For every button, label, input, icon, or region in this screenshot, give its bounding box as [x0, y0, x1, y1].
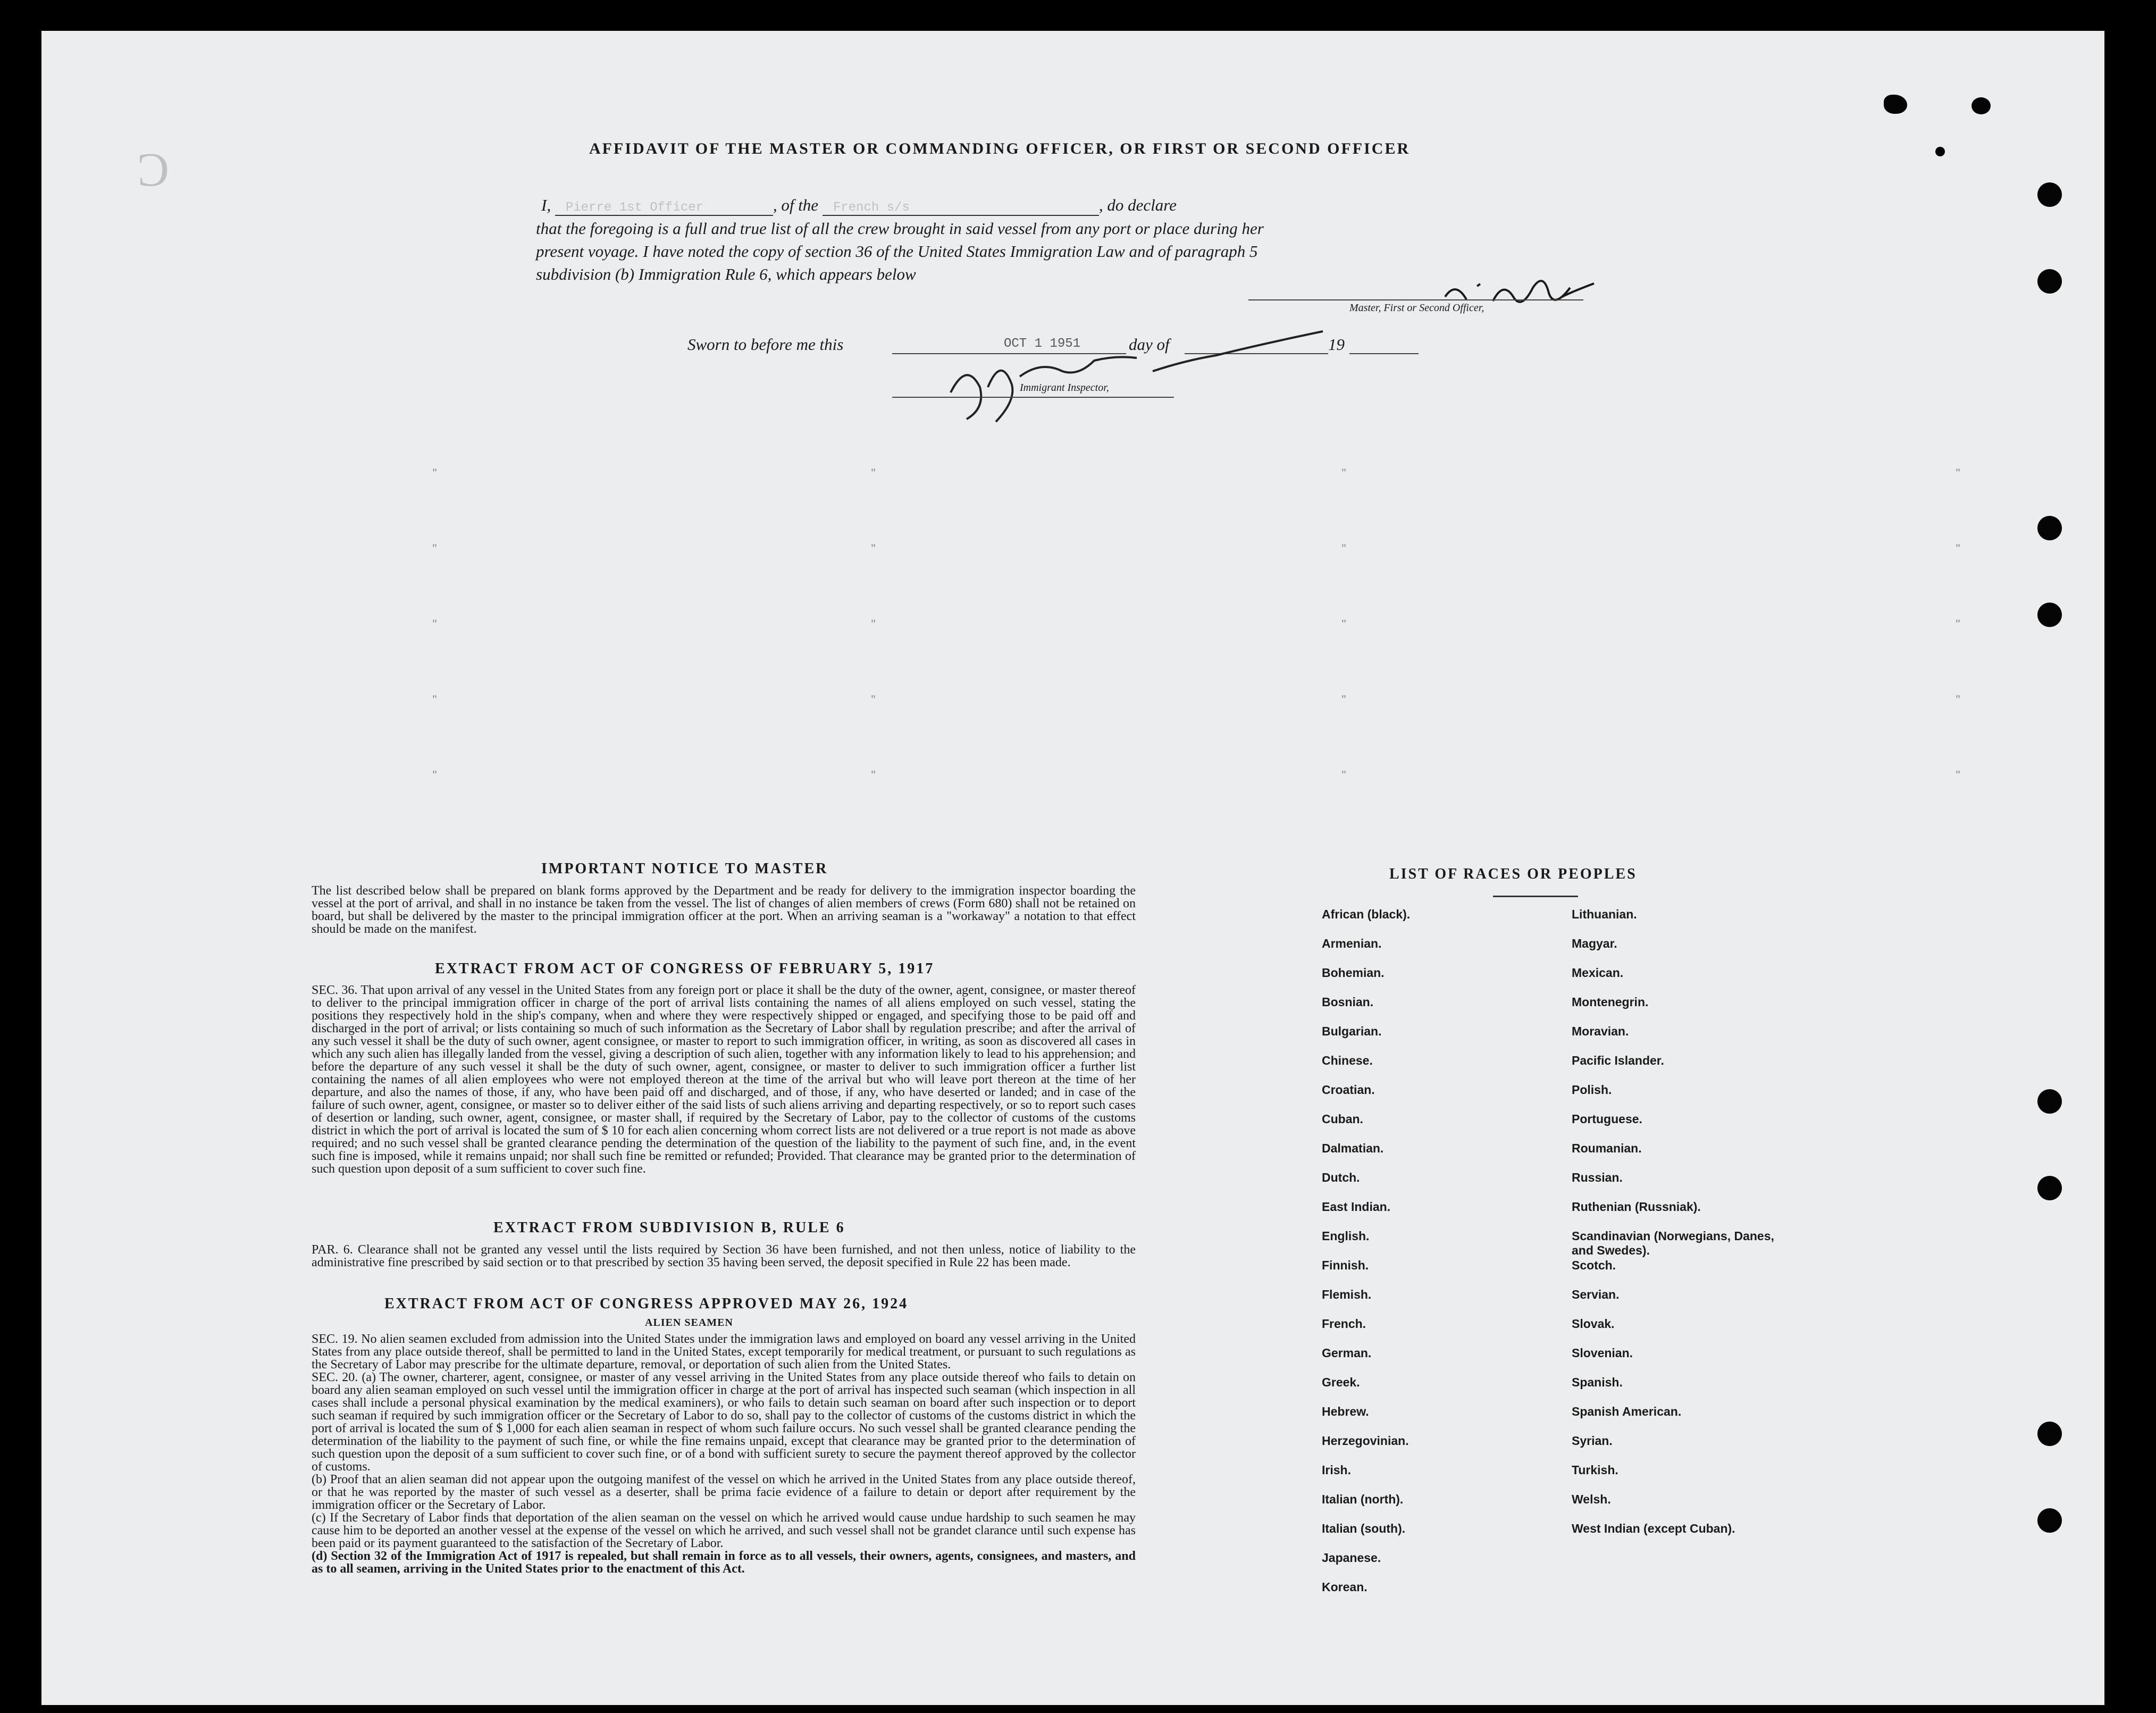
ditto-marks-column: " " " " " — [432, 466, 438, 781]
torn-corner-mark — [1972, 97, 1991, 114]
inspector-line — [892, 397, 1174, 398]
race-item: Portuguese. — [1572, 1112, 1642, 1126]
punch-hole — [2037, 269, 2062, 294]
sworn-day: day of — [1129, 335, 1170, 354]
sec19-para: SEC. 19. No alien seamen excluded from admission into the United States under the immigration laws and employed on board any vessel arriving in the United States from any place outside thereof, shall be permitted to land in the United States, except temporarily for medical treatment, or pursuant to such regulations as the Secretary of Labor may prescribe for the ultimate departure, removal, or deportation of such alien from the United States. — [312, 1332, 1136, 1372]
extract3-subtitle: ALIEN SEAMEN — [645, 1317, 733, 1328]
ditto-marks-column: " " " " " — [871, 466, 877, 781]
sec20b-para: (b) Proof that an alien seaman did not appear upon the outgoing manifest of the vessel on which he arrived in the United States from any place outside thereof, or that he was reported by the master of such vessel as a deserter, shall be prima facie evidence of a failure to detain or deport after requirement by the immigration officer or the Secretary of Labor. — [312, 1473, 1136, 1512]
sec20a-para: SEC. 20. (a) The owner, charterer, agent, consignee, or master of any vessel arriving in the United States from any place outside thereof who fails to detain on board any alien seaman employed on such vessel until the immigration officer in charge at the port of arrival has inspected such seaman (which inspection in all cases shall include a personal physical examination by the medical examiners), or who fails to detain such seaman on board after such inspection or to deport such seaman if required by such immigration officer or the Secretary of Labor to do so, shall pay to the collector of customs of the customs district in which the port of arrival is located the sum of $ 1,000 for each alien seaman in respect of whom such failure occurs. No such vessel shall be granted clearance pending the determination of the liability to the payment of such fine, or while the fine remains unpaid, except that clearance may be granted prior to the determination of such question upon the deposit of a sum sufficient to cover such fine, or of a bond with sufficient surety to secure the payment thereof approved by the collector of customs. — [312, 1371, 1136, 1474]
extract2-title: EXTRACT FROM SUBDIVISION B, RULE 6 — [493, 1219, 845, 1236]
affidavit-title: AFFIDAVIT OF THE MASTER OR COMMANDING OFFICER, OR FIRST OR SECOND OFFICER — [589, 140, 1411, 157]
document-page — [41, 31, 2104, 1705]
punch-hole — [2037, 516, 2062, 540]
affidavit-declare: , do declare — [1098, 196, 1177, 214]
race-item: Italian (south). — [1322, 1522, 1406, 1535]
race-item: Bosnian. — [1322, 995, 1374, 1009]
race-item: Lithuanian. — [1572, 907, 1637, 921]
punch-hole — [2037, 1508, 2062, 1533]
race-item: Scotch. — [1572, 1258, 1616, 1272]
race-item: Croatian. — [1322, 1083, 1375, 1097]
extract1-body: SEC. 36. That upon arrival of any vessel in the United States from any foreign port or place it shall be the duty of the owner, agent, consignee, or master thereof to deliver to the principal immigration officer in charge of the port of arrival lists containing the names of all aliens employed on such vessel, stating the positions they respectively hold in the ship's company, when and where they were respectively shipped or engaged, and specifying those to be paid off and discharged in the port of arrival; or lists containing so much of such information as the Secretary of Labor shall by regulation prescribe; and after the arrival of any such vessel it shall be the duty of such owner, agent consignee, or master to report to such immigration officer, in writing, as soon as discovered all cases in which any such alien has illegally landed from the vessel, giving a description of such alien, together with any information likely to lead to his apprehension; and before the departure of any such vessel it shall be the duty of such owner, agent, consignee, or master to deliver to such immigration officer a further list containing the names of all alien employees who were not employed thereon at the time of the arrival but who will leave port thereon at the time of her departure, and also the names of those, if any, who have been paid off and discharged, and of those, if any, who have deserted or landed; and in case of the failure of such owner, agent, consignee, or master so to deliver either of the said lists of such aliens arriving and departing respectively, or so to report such cases of desertion or landing, such owner, agent, consignee, or master shall, if required by the Secretary of Labor, pay to the collector of customs of the customs district in which the port of arrival is located the sum of $ 10 for each alien concerning whom correct lists are not delivered or a true report is not made as above required; and no such vessel shall be granted clearance pending the determination of the question of the liability to the payment of such fine, and, in the event such fine is imposed, while it remains unpaid; nor shall such fine be remitted or refunded; Provided. That clearance may be granted prior to the determination of such question upon deposit of a sum sufficient to cover such fine. — [312, 983, 1136, 1176]
notice-body: The list described below shall be prepared on blank forms approved by the Department and be ready for delivery to the immigration inspector boarding the vessel at the port of arrival, and shall in no instance be taken from the vessel. The list of changes of alien members of crews (Form 680) shall not be retained on board, but shall be delivered by the master to the principal immigration officer at the port. When an arriving seaman is a "workaway" a notation to that effect should be made on the manifest. — [312, 884, 1136, 936]
notice-title: IMPORTANT NOTICE TO MASTER — [541, 860, 828, 877]
race-item: English. — [1322, 1229, 1370, 1243]
extract2-body: PAR. 6. Clearance shall not be granted any vessel until the lists required by Section 36 have been furnished, and not then unless, notice of liability to the administrative fine prescribed by said section or to that prescribed by section 35 having been served, the deposit specified in Rule 22 has been made. — [312, 1243, 1136, 1269]
race-item: Dalmatian. — [1322, 1141, 1384, 1155]
race-item: Mexican. — [1572, 966, 1624, 980]
vessel-name-field: French s/s — [823, 200, 1099, 216]
race-item: German. — [1322, 1346, 1372, 1360]
extract1-title: EXTRACT FROM ACT OF CONGRESS OF FEBRUARY 5, 1917 — [435, 960, 935, 977]
race-item: Chinese. — [1322, 1054, 1373, 1067]
date-stamp: OCT 1 1951 — [1004, 337, 1081, 351]
officer-name-field: Pierre 1st Officer — [555, 200, 773, 216]
extract3-title: EXTRACT FROM ACT OF CONGRESS APPROVED MAY 26, 1924 — [384, 1296, 909, 1312]
race-item: Turkish. — [1572, 1463, 1618, 1477]
punch-hole — [2037, 182, 2062, 207]
race-item: Polish. — [1572, 1083, 1612, 1097]
races-left-column — [1322, 907, 1492, 1609]
races-right-column — [1572, 907, 1795, 1551]
race-item: Moravian. — [1572, 1024, 1629, 1038]
race-item: Irish. — [1322, 1463, 1351, 1477]
race-item: Welsh. — [1572, 1492, 1611, 1506]
race-item: Montenegrin. — [1572, 995, 1649, 1009]
sec20d-para: (d) Section 32 of the Immigration Act of 1917 is repealed, but shall remain in force as to all vessels, their owners, agents, consignees, and masters, and as to all seamen, arriving in the United States prior to the enactment of this Act. — [312, 1549, 1136, 1576]
affidavit-i: I, — [541, 196, 551, 214]
race-item: Ruthenian (Russniak). — [1572, 1200, 1701, 1214]
punch-hole — [2037, 1089, 2062, 1114]
ditto-marks-column: " " " " " — [1341, 466, 1347, 781]
inspector-caption: Immigrant Inspector, — [1020, 382, 1109, 394]
race-item: Flemish. — [1322, 1288, 1372, 1301]
bleed-through-mark: Ɔ — [137, 144, 170, 196]
race-item: Cuban. — [1322, 1112, 1363, 1126]
race-item: Japanese. — [1322, 1551, 1381, 1565]
race-item: Armenian. — [1322, 937, 1382, 950]
punch-hole — [2037, 1422, 2062, 1446]
torn-corner-mark — [1884, 95, 1907, 114]
race-item: Syrian. — [1572, 1434, 1613, 1448]
race-item: Spanish American. — [1572, 1405, 1682, 1418]
race-item: Greek. — [1322, 1375, 1360, 1389]
race-item: West Indian (except Cuban). — [1572, 1522, 1735, 1535]
torn-corner-mark — [1935, 147, 1945, 156]
race-item: Dutch. — [1322, 1171, 1360, 1184]
inspector-signature — [929, 329, 1365, 435]
punch-hole — [2037, 603, 2062, 627]
race-item: African (black). — [1322, 907, 1411, 921]
sworn-year: 19 — [1328, 335, 1345, 354]
race-item: Scandinavian (Norwegians, Danes, and Swedes). — [1572, 1229, 1774, 1257]
race-item: Bohemian. — [1322, 966, 1385, 980]
extract3-body — [312, 1333, 1136, 1575]
race-item: French. — [1322, 1317, 1366, 1331]
race-item: Finnish. — [1322, 1258, 1369, 1272]
signature-caption: Master, First or Second Officer, — [1349, 302, 1484, 314]
race-item: Slovak. — [1572, 1317, 1615, 1331]
signature-line — [1248, 299, 1583, 300]
race-item: Slovenian. — [1572, 1346, 1633, 1360]
race-item: Bulgarian. — [1322, 1024, 1382, 1038]
race-item: Herzegovinian. — [1322, 1434, 1409, 1448]
race-item: Roumanian. — [1572, 1141, 1642, 1155]
race-item: Russian. — [1572, 1171, 1623, 1184]
race-item: Pacific Islander. — [1572, 1054, 1664, 1067]
sworn-text: Sworn to before me this — [687, 335, 844, 354]
ditto-marks-column: " " " " " — [1956, 466, 1961, 781]
affidavit-line-1 — [541, 196, 1605, 216]
race-item: Servian. — [1572, 1288, 1620, 1301]
affidavit-line-3: present voyage. I have noted the copy of section 36 of the United States Immigration Law and of paragraph 5 — [536, 242, 1258, 261]
race-item: Magyar. — [1572, 937, 1617, 950]
punch-hole — [2037, 1176, 2062, 1200]
affidavit-line-2: that the foregoing is a full and true list of all the crew brought in said vessel from any port or place during her — [536, 219, 1264, 238]
races-title-rule — [1493, 896, 1578, 897]
race-item: Italian (north). — [1322, 1492, 1404, 1506]
affidavit-of-the: , of the — [773, 196, 819, 214]
affidavit-line-4: subdivision (b) Immigration Rule 6, which appears below — [536, 265, 916, 283]
race-item: Korean. — [1322, 1580, 1368, 1594]
race-item: East Indian. — [1322, 1200, 1391, 1214]
race-item: Spanish. — [1572, 1375, 1623, 1389]
race-item: Hebrew. — [1322, 1405, 1369, 1418]
races-title: LIST OF RACES OR PEOPLES — [1389, 866, 1637, 882]
sec20c-para: (c) If the Secretary of Labor finds that deportation of the alien seaman on the vessel on which he arrived would cause undue hardship to such seamen he may cause him to be deported an another vessel at the expense of the vessel on which he arrived, and such vessel shall not be grandet clarance until such expense has been paid or its payment guaranteed to the satisfaction of the Secretary of Labor. — [312, 1511, 1136, 1550]
